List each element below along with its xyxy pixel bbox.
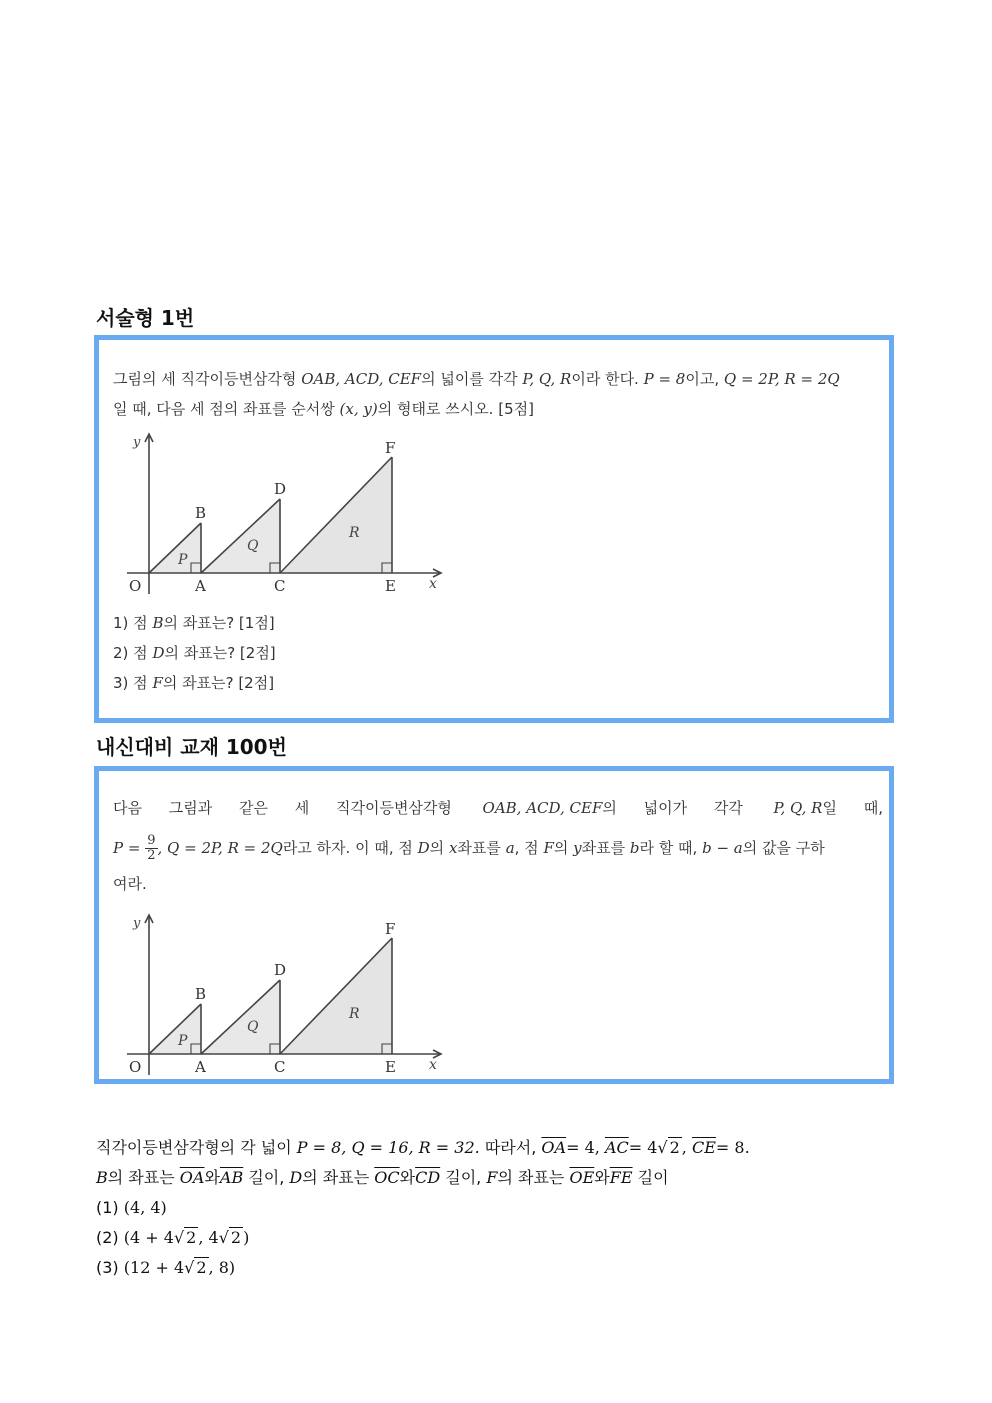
p2-l2-f: 좌표를 (581, 839, 626, 857)
sol-a2-sqrt-icon-2: √ (218, 1228, 229, 1247)
sol-a3-post: , 8) (208, 1258, 236, 1277)
p2-var-y: y (573, 839, 582, 857)
sol-ac-val: = 4 (628, 1138, 658, 1157)
sol-wa3: 와 (594, 1168, 610, 1187)
sol-seg-fe: $\overline{FE}$ (609, 1168, 633, 1187)
solution-answer-1 (96, 1193, 916, 1223)
p1-line2-b: 의 형태로 쓰시오. [5점] (377, 400, 534, 418)
problem2-box (94, 766, 894, 1084)
problem2-text (113, 793, 883, 899)
p2-label-q: Q (247, 1019, 259, 1035)
p2-l1-b: 의 넓이가 각각 (602, 799, 743, 817)
p1-q3-point: F (152, 674, 163, 692)
sol-a2-label: (2) (96, 1228, 119, 1247)
sol-l1-a: 직각이등변삼각형의 각 넓이 (96, 1138, 292, 1157)
p2-label-d: D (274, 961, 287, 979)
p2-label-o: O (129, 1058, 142, 1076)
sol-a2-radicand1: 2 (186, 1228, 197, 1247)
p1-intro-b: 의 넓이를 각각 (421, 370, 518, 388)
p1-q2-prefix: 2) 점 (113, 644, 148, 662)
p1-q2-suffix: 의 좌표는? [2점] (164, 644, 276, 662)
sol-ce-val: = 8. (715, 1138, 750, 1157)
p1-label-a: A (195, 577, 206, 595)
p2-point-f: F (543, 839, 554, 857)
sol-point-d: D (289, 1168, 303, 1187)
problem1-text (113, 364, 883, 424)
p1-label-r: R (349, 525, 360, 541)
p1-question-3 (113, 668, 276, 698)
sol-seg-oa2: $\overline{OA}$ (179, 1168, 205, 1187)
sol-wa2: 와 (399, 1168, 416, 1187)
p1-question-2 (113, 638, 276, 668)
p1-question-list (113, 608, 276, 698)
sol-l2-b: 길이, (248, 1168, 285, 1187)
p1-label-f: F (385, 439, 396, 457)
p2-b-minus-a: b − a (702, 839, 743, 857)
p1-label-e: E (385, 577, 396, 595)
p1-areas: P, Q, R (522, 370, 572, 388)
p2-label-a: A (195, 1058, 206, 1076)
p2-l1-c: 일 때, (822, 799, 883, 817)
sol-a3-radicand: 2 (196, 1258, 207, 1277)
p2-l2-b: 의 (429, 839, 445, 857)
problem1-figure (119, 432, 449, 600)
p1-q1-point: B (152, 614, 164, 632)
sol-l2-a: 의 좌표는 (107, 1168, 175, 1187)
sol-sqrt-icon: √ (657, 1138, 668, 1157)
sol-a2-post: ) (243, 1228, 250, 1247)
p2-var-b: b (629, 839, 640, 857)
p2-l3: 여라. (113, 875, 147, 893)
sol-seg-ac: $\overline{AC}$ (604, 1138, 629, 1157)
sol-seg-ce: $\overline{CE}$ (691, 1138, 716, 1157)
sol-oa-val: = 4, (566, 1138, 600, 1157)
p2-frac-num: 9 (147, 833, 156, 848)
p2-cond: , Q = 2P, R = 2Q (157, 839, 283, 857)
sol-a2-pre: (4 + 4 (123, 1228, 174, 1247)
p1-label-b: B (195, 504, 207, 522)
sol-point-b: B (96, 1168, 108, 1187)
sol-comma: , (681, 1138, 687, 1157)
problem2-heading: 내신대비 교재 100번 (96, 735, 287, 759)
p2-areas: P, Q, R (773, 799, 823, 817)
p1-label-p: P (178, 552, 188, 568)
p1-q1-suffix: 의 좌표는? [1점] (163, 614, 275, 632)
problem1-heading: 서술형 1번 (96, 306, 195, 330)
problem2-figure (119, 913, 449, 1081)
p1-q1-prefix: 1) 점 (113, 614, 148, 632)
sol-l2-c: 의 좌표는 (302, 1168, 370, 1187)
p1-intro-c: 이라 한다. (571, 370, 639, 388)
p1-pair: (x, y) (339, 400, 378, 418)
sol-seg-oa: $\overline{OA}$ (541, 1138, 567, 1157)
p1-intro-a: 그림의 세 직각이등변삼각형 (113, 370, 297, 388)
p1-intro-d: 이고, (685, 370, 720, 388)
p2-label-c: C (274, 1058, 286, 1076)
sol-a1: (4, 4) (123, 1198, 167, 1217)
p2-l1-a: 다음 그림과 같은 세 직각이등변삼각형 (113, 799, 452, 817)
p2-fraction (145, 834, 157, 863)
p2-p-eq: P = (113, 839, 141, 857)
p2-triangles: OAB, ACD, CEF (482, 799, 603, 817)
sol-a3-pre: (12 + 4 (123, 1258, 185, 1277)
p2-label-e: E (385, 1058, 396, 1076)
solution-answer-3 (96, 1253, 916, 1283)
p1-label-o: O (129, 577, 142, 595)
p1-q3-prefix: 3) 점 (113, 674, 148, 692)
p2-l2-g: 라 할 때, (639, 839, 698, 857)
sol-l2-f: 길이 (637, 1168, 669, 1187)
sol-point-f: F (486, 1168, 498, 1187)
solution-answer-2 (96, 1223, 916, 1253)
sol-seg-cd: $\overline{CD}$ (415, 1168, 441, 1187)
sol-seg-ab: $\overline{AB}$ (219, 1168, 244, 1187)
p2-label-p: P (178, 1033, 188, 1049)
p2-label-f: F (385, 920, 396, 938)
p2-l2-e: 의 (553, 839, 569, 857)
p2-label-r: R (349, 1006, 360, 1022)
p1-question-1 (113, 608, 276, 638)
p2-var-a: a (505, 839, 515, 857)
p1-triangles: OAB, ACD, CEF (301, 370, 422, 388)
p1-cond1: P = 8 (643, 370, 686, 388)
p2-point-d: D (417, 839, 430, 857)
p2-frac-den: 2 (147, 848, 156, 863)
p2-l2-a: 라고 하자. 이 때, 점 (282, 839, 413, 857)
p2-label-y: y (133, 916, 141, 931)
solution-line-2 (96, 1163, 916, 1193)
sol-a2-sqrt-icon: √ (173, 1228, 185, 1247)
sol-l1-c: 따라서, (484, 1138, 537, 1157)
p1-q3-suffix: 의 좌표는? [2점] (162, 674, 275, 692)
p2-l2-d: , 점 (514, 839, 539, 857)
sol-a3-sqrt-icon: √ (184, 1258, 195, 1277)
sol-sqrt-radicand: 2 (669, 1138, 680, 1157)
sol-a2-mid: , 4 (198, 1228, 219, 1247)
sol-seg-oc: $\overline{OC}$ (374, 1168, 400, 1187)
p1-q2-point: D (152, 644, 165, 662)
p2-label-b: B (195, 985, 207, 1003)
p1-label-d: D (274, 480, 287, 498)
p1-cond2: Q = 2P, R = 2Q (723, 370, 840, 388)
solution-line-1 (96, 1133, 916, 1163)
sol-areas: P = 8, Q = 16, R = 32. (296, 1138, 480, 1157)
sol-l2-e: 의 좌표는 (497, 1168, 565, 1187)
p1-label-q: Q (247, 538, 259, 554)
p2-l2-h: 의 값을 구하 (742, 839, 825, 857)
sol-wa1: 와 (204, 1168, 220, 1187)
sol-a3-label: (3) (96, 1258, 119, 1277)
problem1-box (94, 335, 894, 723)
sol-l2-d: 길이, (445, 1168, 482, 1187)
p1-line2-a: 일 때, 다음 세 점의 좌표를 순서쌍 (113, 400, 335, 418)
sol-seg-oe: $\overline{OE}$ (569, 1168, 595, 1187)
p2-l2-c: 좌표를 (457, 839, 501, 857)
sol-a1-label: (1) (96, 1198, 119, 1217)
p1-label-c: C (274, 577, 286, 595)
p2-label-x: x (429, 1057, 437, 1073)
p1-label-x: x (429, 576, 437, 592)
solution (96, 1133, 916, 1283)
p1-label-y: y (133, 435, 141, 450)
sol-a2-radicand2: 2 (230, 1228, 242, 1247)
p2-var-x: x (448, 839, 458, 857)
